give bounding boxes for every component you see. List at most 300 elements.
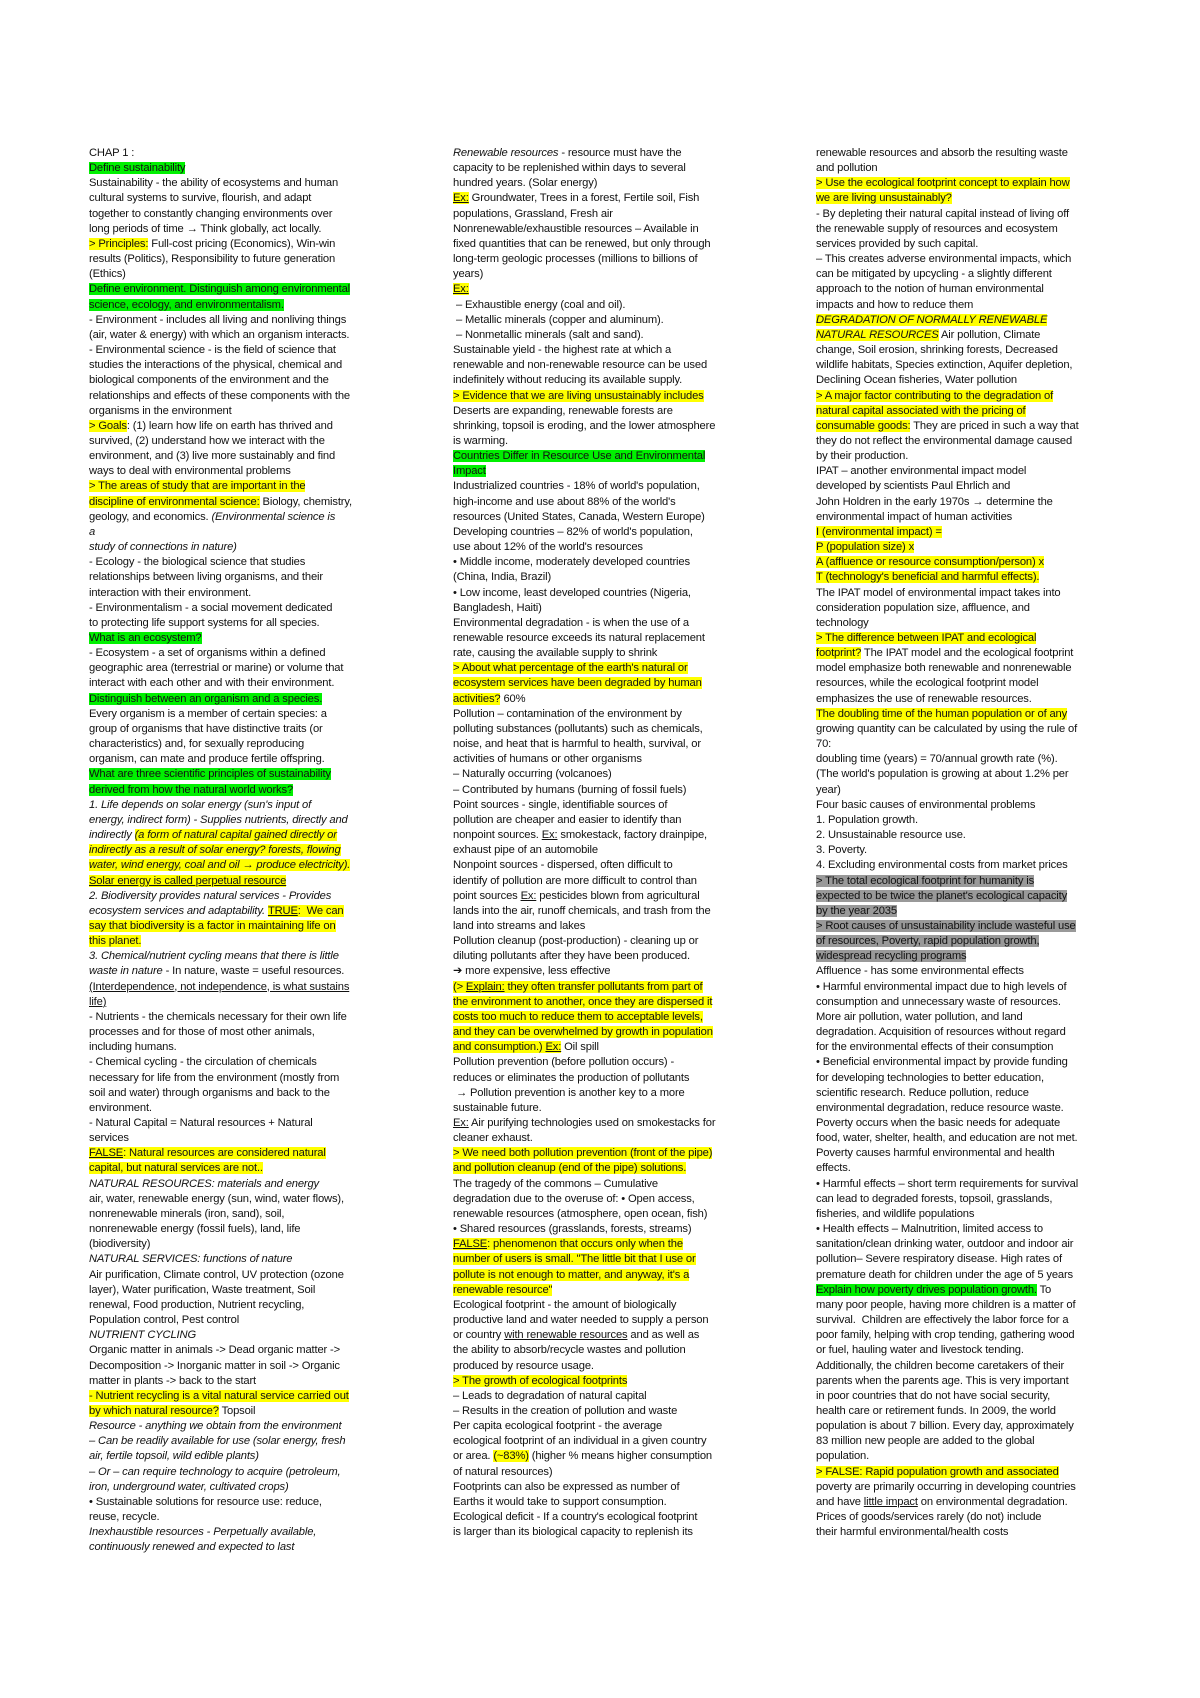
text-line bbox=[816, 722, 1141, 737]
text-segment: - Ecology - the biological science that studies bbox=[89, 556, 306, 569]
text-line bbox=[89, 419, 414, 434]
text-line bbox=[89, 843, 414, 858]
text-line bbox=[816, 828, 1141, 843]
text-segment: long-term geologic processes (millions to billions of bbox=[453, 253, 698, 266]
text-segment: productive land and water needed to supply a person bbox=[453, 1314, 709, 1327]
text-segment: polluting substances (pollutants) such as chemicals, bbox=[453, 722, 703, 735]
text-line bbox=[816, 343, 1141, 358]
text-line bbox=[89, 313, 414, 328]
text-segment: parents when the parents age. This is very important bbox=[816, 1374, 1069, 1387]
text-segment: biological components of the environment and the bbox=[89, 374, 329, 387]
text-segment: Pollution – contamination of the environment by bbox=[453, 707, 682, 720]
text-segment: produced by resource usage. bbox=[453, 1359, 594, 1372]
text-segment: the renewable supply of resources and ecosystem bbox=[816, 222, 1058, 235]
text-segment: (air, water & energy) with which an organism interacts. bbox=[89, 328, 350, 341]
text-segment: Sustainable yield - the highest rate at which a bbox=[453, 344, 672, 357]
text-segment: exhaust pipe of an automobile bbox=[453, 844, 598, 857]
text-segment: - Chemical cycling - the circulation of chemicals bbox=[89, 1056, 317, 1069]
text-segment: > Use the ecological footprint concept to explain how bbox=[816, 177, 1070, 190]
text-segment: 70: bbox=[816, 738, 832, 751]
text-line bbox=[816, 661, 1141, 676]
text-line bbox=[816, 1389, 1141, 1404]
text-line bbox=[816, 1161, 1141, 1176]
text-segment: a bbox=[89, 525, 96, 538]
text-segment: Prices of goods/services rarely (do not) include bbox=[816, 1511, 1042, 1524]
text-segment: – Or – can require technology to acquire (petroleum, bbox=[89, 1465, 341, 1478]
text-line bbox=[453, 995, 778, 1010]
text-line bbox=[453, 1434, 778, 1449]
text-line bbox=[816, 1525, 1141, 1540]
text-line bbox=[453, 1495, 778, 1510]
text-segment: - Ecosystem - a set of organisms within a defined bbox=[89, 647, 326, 660]
text-line bbox=[816, 176, 1141, 191]
text-segment: pollute is not enough to matter, and anyway, it's a bbox=[453, 1268, 690, 1281]
text-segment: The IPAT model of environmental impact takes into bbox=[816, 586, 1061, 599]
text-line bbox=[816, 1495, 1141, 1510]
text-line bbox=[89, 1252, 414, 1267]
text-segment: years) bbox=[453, 268, 484, 281]
text-line bbox=[816, 570, 1141, 585]
text-segment: • Middle income, moderately developed countries bbox=[453, 556, 690, 569]
text-segment: resources (United States, Canada, Western Europe) bbox=[453, 510, 705, 523]
text-line bbox=[453, 1071, 778, 1086]
text-segment: 1. Population growth. bbox=[816, 813, 918, 826]
text-line bbox=[89, 1495, 414, 1510]
text-line bbox=[453, 146, 778, 161]
text-line bbox=[89, 737, 414, 752]
text-line bbox=[453, 980, 778, 995]
text-line bbox=[816, 1298, 1141, 1313]
text-segment: science, ecology, and environmentalism. bbox=[89, 298, 284, 311]
text-line bbox=[453, 813, 778, 828]
text-line bbox=[816, 555, 1141, 570]
text-segment: geographic area (terrestrial or marine) or volume that bbox=[89, 662, 344, 675]
text-line bbox=[816, 980, 1141, 995]
text-segment: we are living unsustainably? bbox=[816, 192, 952, 205]
text-line bbox=[453, 510, 778, 525]
text-segment: resources, while the ecological footprint model bbox=[816, 677, 1039, 690]
text-segment: renewable resources (atmosphere, open ocean, fish) bbox=[453, 1207, 708, 1220]
text-segment: expected to be twice the planet's ecological capacity bbox=[816, 889, 1068, 902]
text-segment: Footprints can also be expressed as number of bbox=[453, 1480, 680, 1493]
text-segment: – Can be readily available for use (solar energy, fresh bbox=[89, 1435, 346, 1448]
text-segment: fixed quantities that can be renewed, but only through bbox=[453, 237, 711, 250]
text-segment: The doubling time of the human population or of any bbox=[816, 707, 1068, 720]
text-segment: emphasizes the use of renewable resources. bbox=[816, 692, 1032, 705]
text-segment: activities of humans or other organisms bbox=[453, 753, 642, 766]
text-segment: natural capital associated with the pricing of bbox=[816, 404, 1026, 417]
text-segment: iron, underground water, cultivated crops) bbox=[89, 1480, 289, 1493]
text-line bbox=[453, 1146, 778, 1161]
text-line bbox=[453, 525, 778, 540]
text-segment: Air purifying technologies used on smokestacks for bbox=[468, 1117, 716, 1129]
text-line bbox=[453, 419, 778, 434]
text-segment: Explain how poverty drives population growth. bbox=[816, 1283, 1037, 1296]
text-segment: – Leads to degradation of natural capital bbox=[453, 1389, 647, 1402]
text-segment: 2. Unsustainable resource use. bbox=[816, 829, 966, 842]
text-segment: > Evidence that we are living unsustainably includes bbox=[453, 389, 704, 402]
text-segment: poor family, helping with crop tending, gathering wood bbox=[816, 1329, 1075, 1342]
text-segment: year) bbox=[816, 783, 841, 796]
text-line bbox=[453, 464, 778, 479]
text-segment: including humans. bbox=[89, 1041, 177, 1054]
text-segment: nonrenewable energy (fossil fuels), land, life bbox=[89, 1223, 301, 1236]
text-segment: ecosystem services have been degraded by human bbox=[453, 677, 702, 690]
text-segment: Decomposition -> Inorganic matter in soil -> Organic bbox=[89, 1359, 340, 1372]
text-segment: Bangladesh, Haiti) bbox=[453, 601, 542, 614]
text-line bbox=[816, 525, 1141, 540]
text-line bbox=[453, 934, 778, 949]
text-segment: Environmental degradation - is when the use of a bbox=[453, 616, 689, 629]
text-line bbox=[89, 1192, 414, 1207]
text-line bbox=[453, 616, 778, 631]
text-line bbox=[89, 1359, 414, 1374]
text-segment: – This creates adverse environmental impacts, which bbox=[816, 253, 1072, 266]
text-line bbox=[453, 1313, 778, 1328]
text-line bbox=[89, 874, 414, 889]
text-segment: nonrenewable minerals (iron, sand), soil, bbox=[89, 1207, 285, 1220]
text-line bbox=[453, 586, 778, 601]
text-line bbox=[89, 1268, 414, 1283]
text-line bbox=[89, 464, 414, 479]
text-segment: > About what percentage of the earth's natural or bbox=[453, 662, 688, 675]
text-line bbox=[816, 464, 1141, 479]
text-line bbox=[453, 1131, 778, 1146]
text-line bbox=[816, 1374, 1141, 1389]
text-segment: for developing technologies to better education, bbox=[816, 1071, 1044, 1084]
text-line bbox=[816, 586, 1141, 601]
text-line bbox=[89, 722, 414, 737]
text-line bbox=[89, 646, 414, 661]
text-line bbox=[453, 858, 778, 873]
text-segment: ecological footprint of an individual in a given country bbox=[453, 1435, 707, 1448]
text-segment: environment. bbox=[89, 1101, 152, 1114]
text-segment: > We need both pollution prevention (front of the pipe) bbox=[453, 1147, 713, 1160]
text-line bbox=[816, 1404, 1141, 1419]
text-line bbox=[453, 1449, 778, 1464]
text-line bbox=[816, 389, 1141, 404]
text-segment: What is an ecosystem? bbox=[89, 632, 202, 644]
text-segment: (Interdependence, not independence, is what sustains bbox=[89, 980, 350, 993]
text-segment: Renewable resources bbox=[453, 147, 559, 159]
text-line bbox=[453, 1419, 778, 1434]
text-line bbox=[453, 191, 778, 206]
text-line bbox=[89, 1449, 414, 1464]
text-segment: growing quantity can be calculated by using the rule of bbox=[816, 722, 1078, 735]
text-segment: Ex: bbox=[453, 1117, 469, 1129]
text-line bbox=[89, 1540, 414, 1555]
text-line bbox=[89, 207, 414, 222]
text-line bbox=[89, 904, 414, 919]
text-line bbox=[816, 207, 1141, 222]
text-segment: Deserts are expanding, renewable forests are bbox=[453, 404, 673, 417]
text-line bbox=[89, 1010, 414, 1025]
text-segment: Full-cost pricing (Economics), Win-win bbox=[148, 237, 336, 250]
text-line bbox=[453, 495, 778, 510]
text-segment: results (Politics), Responsibility to future generation bbox=[89, 253, 336, 266]
text-line bbox=[816, 707, 1141, 722]
text-segment: indefinitely without reducing its available supply. bbox=[453, 374, 683, 387]
text-segment: they often transfer pollutants from part of bbox=[504, 980, 703, 993]
text-segment: 3. Chemical/nutrient cycling means that there is little bbox=[89, 950, 339, 963]
text-segment: or country bbox=[453, 1329, 505, 1342]
text-segment: interact with each other and with their environment. bbox=[89, 677, 335, 690]
text-line bbox=[89, 1146, 414, 1161]
text-segment: by their production. bbox=[816, 450, 909, 463]
text-segment: effects. bbox=[816, 1162, 851, 1175]
text-line bbox=[89, 995, 414, 1010]
text-segment: DEGRADATION OF NORMALLY RENEWABLE bbox=[816, 313, 1048, 326]
text-line bbox=[89, 1131, 414, 1146]
text-segment: with renewable resources bbox=[504, 1329, 628, 1342]
text-line bbox=[816, 1252, 1141, 1267]
text-segment: nonpoint sources. bbox=[453, 829, 542, 842]
text-line bbox=[453, 1298, 778, 1313]
text-segment: cultural systems to survive, flourish, and adapt bbox=[89, 192, 312, 205]
text-segment: > FALSE: Rapid population growth and associated bbox=[816, 1465, 1059, 1478]
text-line bbox=[89, 828, 414, 843]
text-segment: Nonrenewable/exhaustible resources – Available in bbox=[453, 222, 699, 235]
text-segment: - By depleting their natural capital instead of living off bbox=[816, 207, 1069, 220]
text-segment: survived, (2) understand how we interact with the bbox=[89, 434, 325, 447]
text-segment: I (environmental impact) = bbox=[816, 525, 942, 538]
text-segment: 1. Life depends on solar energy (sun's input of bbox=[89, 798, 312, 811]
text-segment: is larger than its biological capacity to replenish its bbox=[453, 1526, 693, 1539]
text-segment: 3. Poverty. bbox=[816, 844, 867, 857]
text-line bbox=[816, 646, 1141, 661]
text-line bbox=[816, 616, 1141, 631]
text-segment: air, water, renewable energy (sun, wind, water flows), bbox=[89, 1192, 344, 1205]
text-line bbox=[89, 404, 414, 419]
text-segment: Population control, Pest control bbox=[89, 1314, 240, 1327]
text-line bbox=[816, 252, 1141, 267]
text-line bbox=[816, 495, 1141, 510]
text-line bbox=[89, 1343, 414, 1358]
text-line bbox=[816, 419, 1141, 434]
text-segment: long periods of time → Think globally, act locally. bbox=[89, 222, 322, 235]
text-line bbox=[816, 858, 1141, 873]
text-segment: many poor people, having more children is a matter of bbox=[816, 1298, 1076, 1311]
text-segment: > The growth of ecological footprints bbox=[453, 1374, 628, 1387]
text-segment: : phenomenon that occurs only when the bbox=[487, 1238, 683, 1251]
text-segment: the ability to absorb/recycle wastes and pollution bbox=[453, 1344, 686, 1357]
text-line bbox=[89, 495, 414, 510]
text-segment: – Exhaustible energy (coal and oil). bbox=[453, 298, 626, 311]
text-segment: diluting pollutants after they have been produced. bbox=[453, 950, 690, 963]
text-segment: Four basic causes of environmental problems bbox=[816, 798, 1036, 811]
text-line bbox=[816, 1268, 1141, 1283]
text-segment: • Sustainable solutions for resource use: reduce, bbox=[89, 1495, 322, 1508]
text-line bbox=[89, 676, 414, 691]
text-segment: Groundwater, Trees in a forest, Fertile soil, Fish bbox=[468, 192, 700, 205]
text-line bbox=[816, 843, 1141, 858]
text-segment: FALSE bbox=[453, 1238, 488, 1251]
text-line bbox=[816, 631, 1141, 646]
text-line bbox=[816, 1510, 1141, 1525]
text-segment: Biology, chemistry, bbox=[259, 495, 352, 508]
text-line bbox=[89, 434, 414, 449]
text-segment: pesticides blown from agricultural bbox=[536, 889, 700, 902]
text-line bbox=[453, 237, 778, 252]
text-line bbox=[816, 1025, 1141, 1040]
text-line bbox=[453, 358, 778, 373]
text-line bbox=[89, 934, 414, 949]
text-line bbox=[816, 540, 1141, 555]
text-line bbox=[89, 298, 414, 313]
text-segment: consumable goods: bbox=[816, 419, 911, 432]
text-line bbox=[89, 813, 414, 828]
text-line bbox=[816, 161, 1141, 176]
text-segment: Industrialized countries - 18% of world's population, bbox=[453, 480, 700, 493]
text-segment: The tragedy of the commons – Cumulative bbox=[453, 1177, 658, 1190]
text-segment: soil and water) through organisms and back to the bbox=[89, 1086, 330, 1099]
text-line bbox=[816, 601, 1141, 616]
text-segment: What are three scientific principles of sustainability bbox=[89, 768, 331, 781]
notes-column-1 bbox=[89, 146, 414, 1556]
text-segment: renewable and non-renewable resource can be used bbox=[453, 359, 708, 372]
text-segment: Define environment. Distinguish among environmental bbox=[89, 283, 350, 296]
text-line bbox=[89, 237, 414, 252]
text-segment: scientific research. Reduce pollution, reduce bbox=[816, 1086, 1029, 1099]
text-segment: populations, Grassland, Fresh air bbox=[453, 207, 613, 220]
text-segment: Organic matter in animals -> Dead organic matter -> bbox=[89, 1344, 341, 1357]
text-segment: costs too much to reduce them to acceptable levels, bbox=[453, 1010, 703, 1023]
text-line bbox=[453, 919, 778, 934]
text-segment: Ex: bbox=[541, 829, 558, 842]
text-line bbox=[89, 555, 414, 570]
text-line bbox=[89, 1283, 414, 1298]
text-segment: 60% bbox=[500, 692, 526, 705]
text-line bbox=[453, 722, 778, 737]
text-segment: : Natural resources are considered natural bbox=[123, 1147, 326, 1160]
text-segment: - In nature, waste = useful resources. bbox=[162, 965, 345, 978]
text-line bbox=[453, 404, 778, 419]
text-segment: NUTRIENT CYCLING bbox=[89, 1329, 196, 1342]
text-line bbox=[89, 1177, 414, 1192]
text-segment: in poor countries that do not have social security, bbox=[816, 1389, 1051, 1402]
text-line bbox=[453, 1116, 778, 1131]
text-segment: Ecological footprint - the amount of biologically bbox=[453, 1298, 677, 1311]
text-line bbox=[453, 964, 778, 979]
text-segment: say that biodiversity is a factor in maintaining life on bbox=[89, 919, 336, 932]
text-line bbox=[453, 1177, 778, 1192]
text-segment: sanitation/clean drinking water, outdoor and indoor air bbox=[816, 1238, 1074, 1251]
text-line bbox=[453, 874, 778, 889]
text-line bbox=[453, 434, 778, 449]
text-segment: CHAP 1 : bbox=[89, 147, 135, 159]
text-segment: Declining Ocean fisheries, Water pollution bbox=[816, 374, 1017, 387]
text-line bbox=[816, 1010, 1141, 1025]
text-line bbox=[816, 1177, 1141, 1192]
text-segment: study of connections in nature) bbox=[89, 541, 237, 554]
text-segment: TRUE bbox=[267, 904, 298, 917]
text-line bbox=[453, 631, 778, 646]
text-line bbox=[89, 1389, 414, 1404]
text-segment: Poverty occurs when the basic needs for adequate bbox=[816, 1117, 1061, 1129]
text-segment: this planet. bbox=[89, 935, 142, 948]
text-segment: consideration population size, affluence, and bbox=[816, 601, 1030, 614]
text-segment: high-income and use about 88% of the world's bbox=[453, 495, 676, 508]
text-line bbox=[453, 570, 778, 585]
text-line bbox=[816, 1434, 1141, 1449]
text-line bbox=[816, 1192, 1141, 1207]
text-segment: (Ethics) bbox=[89, 268, 126, 281]
text-line bbox=[816, 692, 1141, 707]
text-line bbox=[89, 373, 414, 388]
text-line bbox=[453, 1252, 778, 1267]
text-segment: smokestack, factory drainpipe, bbox=[557, 829, 708, 842]
text-segment: fisheries, and wildlife populations bbox=[816, 1207, 975, 1220]
text-segment: or fuel, hauling water and livestock tending. bbox=[816, 1344, 1024, 1357]
text-line bbox=[816, 1040, 1141, 1055]
text-line bbox=[816, 1071, 1141, 1086]
text-segment: Air pollution, Climate bbox=[938, 328, 1041, 341]
text-line bbox=[89, 358, 414, 373]
text-segment: - Environment - includes all living and nonliving things bbox=[89, 313, 347, 326]
text-line bbox=[453, 889, 778, 904]
text-line bbox=[89, 707, 414, 722]
text-line bbox=[89, 889, 414, 904]
text-line bbox=[816, 737, 1141, 752]
text-line bbox=[816, 298, 1141, 313]
text-line bbox=[816, 146, 1141, 161]
text-segment: or area. bbox=[453, 1450, 494, 1463]
text-line bbox=[816, 328, 1141, 343]
text-segment: - Environmental science - is the field of science that bbox=[89, 344, 336, 357]
text-line bbox=[816, 798, 1141, 813]
text-line bbox=[816, 1359, 1141, 1374]
text-segment: Distinguish between an organism and a species. bbox=[89, 692, 323, 705]
text-line bbox=[89, 510, 414, 525]
text-segment: rate, causing the available supply to shrink bbox=[453, 647, 658, 660]
text-line bbox=[453, 343, 778, 358]
text-line bbox=[89, 252, 414, 267]
text-line bbox=[453, 207, 778, 222]
text-line bbox=[89, 1404, 414, 1419]
text-segment: Per capita ecological footprint - the average bbox=[453, 1420, 663, 1433]
text-segment: The IPAT model and the ecological footprint bbox=[861, 647, 1074, 660]
text-segment: capital, but natural services are not.. bbox=[89, 1162, 263, 1175]
text-segment: – Naturally occurring (volcanoes) bbox=[453, 768, 612, 781]
text-line bbox=[816, 1131, 1141, 1146]
text-line bbox=[816, 313, 1141, 328]
text-segment: Ex: bbox=[545, 1041, 562, 1054]
text-segment: environmental impact of human activities bbox=[816, 510, 1013, 523]
text-line bbox=[453, 1025, 778, 1040]
text-line bbox=[453, 798, 778, 813]
text-segment: model emphasize both renewable and nonrenewable bbox=[816, 662, 1072, 675]
text-segment: > The total ecological footprint for humanity is bbox=[816, 874, 1035, 887]
text-line bbox=[816, 964, 1141, 979]
text-segment: – Contributed by humans (burning of fossil fuels) bbox=[453, 783, 687, 796]
text-line bbox=[89, 1101, 414, 1116]
text-segment: of resources, Poverty, rapid population growth, bbox=[816, 935, 1040, 948]
text-segment: Solar energy is called perpetual resource bbox=[89, 874, 287, 887]
text-line bbox=[89, 222, 414, 237]
text-segment: Ex: bbox=[453, 192, 469, 205]
text-segment: the environment to another, once they are dispersed it bbox=[453, 995, 713, 1008]
text-segment: degradation. Acquisition of resources without regard bbox=[816, 1026, 1066, 1039]
text-line bbox=[816, 904, 1141, 919]
text-segment: life) bbox=[89, 995, 107, 1008]
text-segment: 4. Excluding environmental costs from market prices bbox=[816, 859, 1068, 872]
text-line bbox=[89, 692, 414, 707]
text-line bbox=[89, 479, 414, 494]
text-line bbox=[453, 328, 778, 343]
text-line bbox=[89, 1374, 414, 1389]
text-line bbox=[89, 328, 414, 343]
text-segment: (The world's population is growing at about 1.2% per bbox=[816, 768, 1069, 781]
